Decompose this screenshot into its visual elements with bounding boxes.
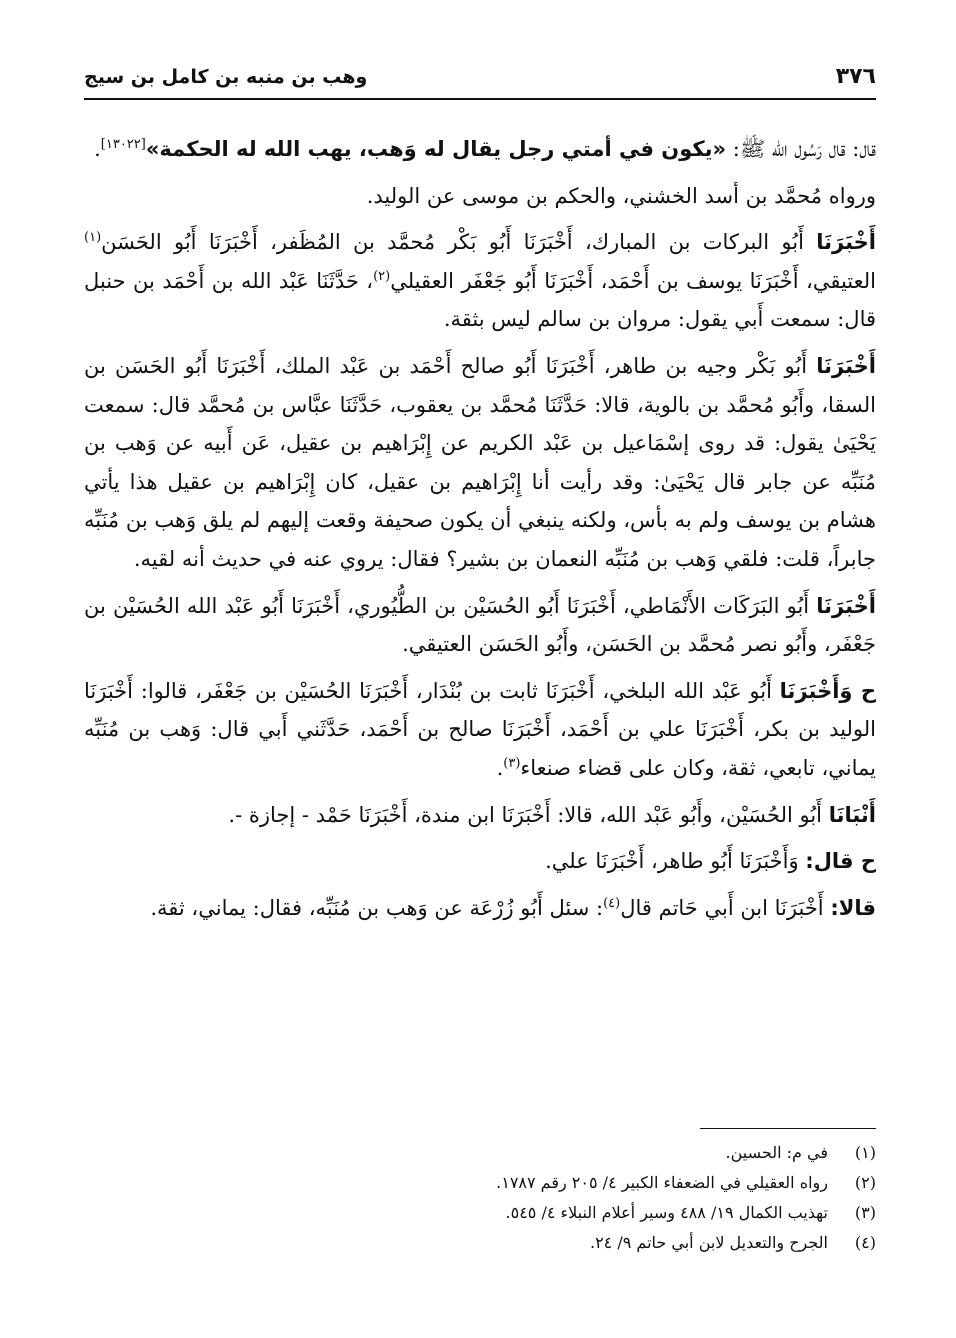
bold-phrase: ح قال: [805,849,876,874]
footnote [84,1198,876,1228]
text-run: أَبُو عَبْد الله البلخي، أَخْبَرَنَا ثابت بن بُنْدَار، أَخْبَرَنَا الحُسَيْن بن جَعْفَر، قالوا: أَخْبَرَنَا الوليد بن بكر، أَخْبَرَنَا علي بن أَحْمَد، أَخْبَرَنَا صالح بن أَحْمَد، حَدَّثَني أَبي قال: وَهب بن مُنَبِّه يماني، تابعي، ثقة، وكان على قضاء صنعاء [84,678,876,780]
paragraph [84,223,876,339]
footnote-number: (٤) [854,1233,876,1252]
paragraph [84,796,876,835]
bold-phrase: قالا: [830,895,876,920]
text-run: ورواه مُحمَّد بن أسد الخشني، والحكم بن موسى عن الوليد. [366,183,876,208]
bold-phrase: أَخْبَرَنَا [816,353,876,378]
bold-phrase: أَخْبَرَنَا [816,230,876,255]
text-run: وَأَخْبَرَنَا أَبُو طاهر، أَخْبَرَنَا علي. [545,849,806,874]
page-header [84,58,876,100]
bold-phrase: أَنْبَانَا [828,802,876,827]
footnote-number: (٢) [854,1173,876,1192]
page-number: ٣٧٦ [835,64,876,89]
footnote [84,1138,876,1168]
paragraph [84,347,876,579]
footnote-marker: [١٣٠٢٢] [100,137,146,152]
footnotes [84,1138,876,1258]
footnote-marker: (٣) [503,755,521,771]
text-run: ، حَدَّثَنَا عَبْد الله بن أَحْمَد بن حنبل قال: سمعت أَبي يقول: مروان بن سالم ليس بثقة. [84,268,876,332]
footnote-text: في م: الحسين. [725,1143,828,1162]
footnote-marker: (٤) [603,895,621,911]
footnote-marker: (١) [84,230,102,246]
footnote-text: تهذيب الكمال ١٩/ ٤٨٨ وسير أعلام النبلاء ٤/ ٥٤٥. [505,1203,828,1222]
footnote-marker: (٢) [373,268,391,284]
paragraph [84,130,876,169]
footnote-number: (٣) [854,1203,876,1222]
paragraph [84,177,876,216]
paragraph [84,587,876,664]
text-run: أَبُو البَرَكَات الأَنْمَاطي، أَخْبَرَنَا أَبُو الحُسَيْن بن الطُّيُوري، أَخْبَرَنَا أَبُو عَبْد الله الحُسَيْن بن جَعْفَر، وأَبُو نصر مُحمَّد بن الحَسَن، وأَبُو الحَسَن العتيقي. [84,593,876,657]
paragraph [84,889,876,928]
bold-phrase: ح وَأَخْبَرَنَا [779,678,876,703]
text-run: أَبُو بَكْر وجيه بن طاهر، أَخْبَرَنَا أَبُو صالح أَحْمَد بن عَبْد الملك، أَخْبَرَنَا أَبُو الحَسَن بن السقا، وأَبُو مُحمَّد بن بالوية، قالا: حَدَّثَنَا مُحمَّد بن يعقوب، حَدَّثَنَا عبَّاس بن مُحمَّد قال: سمعت يَحْيَىٰ يقول: قد روى إسْمَاعيل بن عَبْد الكريم عن إِبْرَاهيم بن عقيل، عَن أَبيه عن وَهب بن مُنَبِّه عن جابر قال يَحْيَىٰ: وقد رأيت أنا إِبْرَاهيم بن عقيل، كان إِبْرَاهيم بن عقيل هذا يأتي هشام بن يوسف ولم به بأس، ولكنه ينبغي أن يكون صحيفة وقعت إليهم لم يلق وَهب بن مُنَبِّه جابراً، قلت: فلقي وَهب بن مُنَبِّه النعمان بن بشير؟ فقال: يروي عنه في حديث أنه لقيه. [84,353,876,571]
footnote [84,1228,876,1258]
footnote-number: (١) [854,1143,876,1162]
bold-phrase: أَخْبَرَنَا [816,593,876,618]
text-run: . [94,137,101,161]
paragraph [84,842,876,881]
footnote-divider [700,1128,876,1129]
main-text [84,130,876,935]
text-run: أَبُو البركات بن المبارك، أَخْبَرَنَا أَبُو بَكْر مُحمَّد بن المُظَفر، أَخْبَرَنَا أَبُو الحَسَن [101,230,817,255]
footnote-text: الجرح والتعديل لابن أبي حاتم ٩/ ٢٤. [589,1233,828,1252]
paragraph [84,672,876,788]
text-run: قال: قال رَسُول الله ﷺ: [726,137,876,161]
running-title: وهب بن منبه بن كامل بن سيج [84,66,368,88]
text-run: أَبُو الحُسَيْن، وأَبُو عَبْد الله، قالا: أَخْبَرَنَا ابن مندة، أَخْبَرَنَا حَمْد - إجازة -. [228,802,829,827]
footnote [84,1168,876,1198]
bold-phrase: «يكون في أمتي رجل يقال له وَهب، يهب الله له الحكمة» [145,137,727,161]
footnote-text: رواه العقيلي في الضعفاء الكبير ٤/ ٢٠٥ رقم ١٧٨٧. [496,1173,828,1192]
text-run: : سئل أَبُو زُرْعَة عن وَهب بن مُنَبِّه، فقال: يماني، ثقة. [150,895,604,920]
text-run: العتيقي، أَخْبَرَنَا يوسف بن أَحْمَد، أَخْبَرَنَا أَبُو جَعْفَر العقيلي [390,268,876,293]
text-run: أَخْبَرَنَا ابن أَبي حَاتم قال [620,895,831,920]
text-run: . [496,755,504,780]
